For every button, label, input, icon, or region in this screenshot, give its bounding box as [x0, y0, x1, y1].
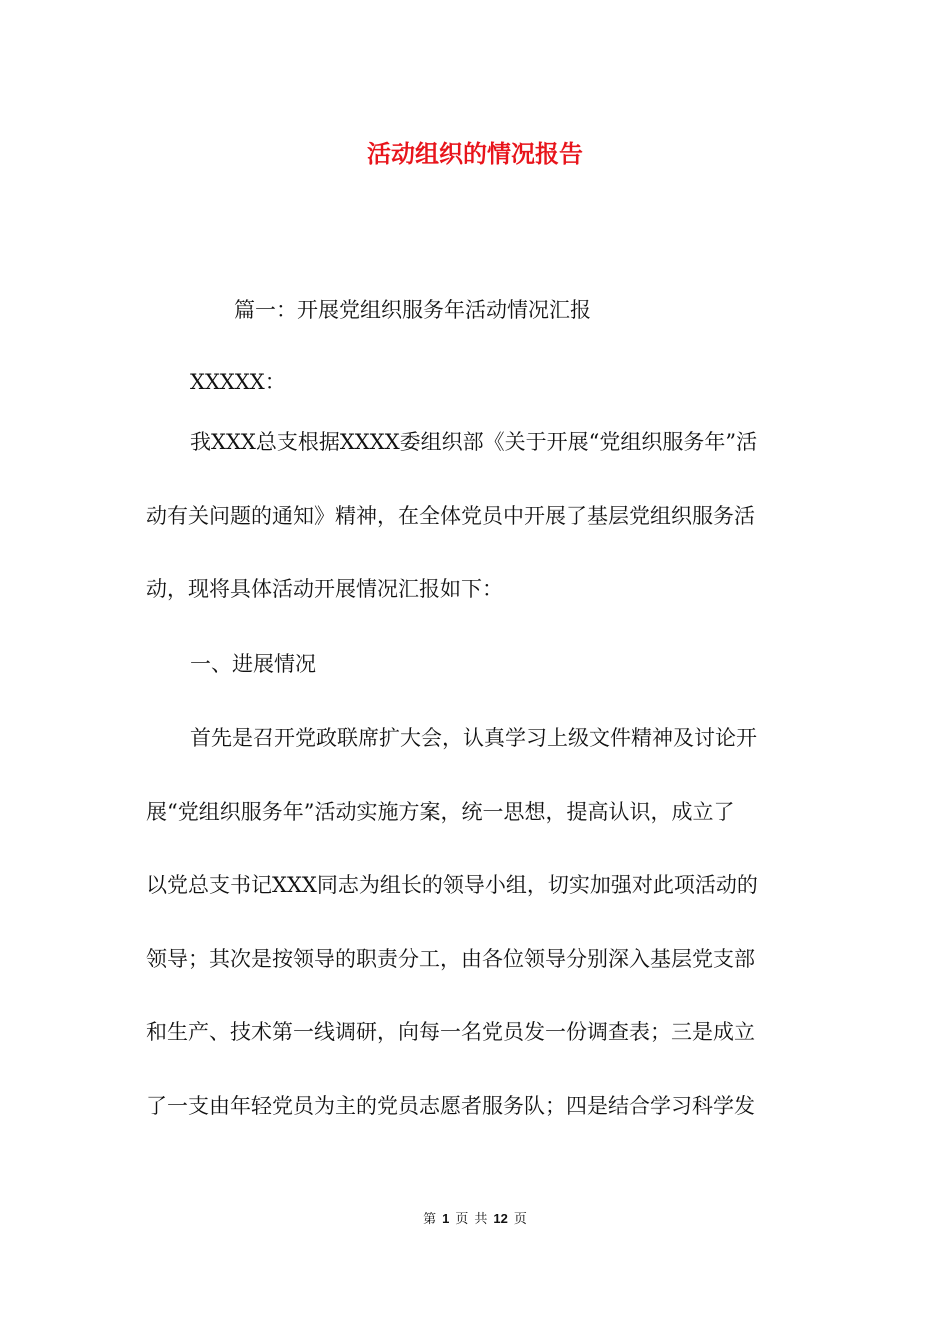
footer-prefix: 第 [423, 1212, 437, 1227]
footer-page-word: 页 [455, 1212, 469, 1227]
intro-line: 动，现将具体活动开展情况汇报如下： [146, 577, 503, 601]
subheading-text: 一、进展情况 [190, 652, 316, 676]
body-line: 领导；其次是按领导的职责分工，由各位领导分别深入基层党支部 [146, 946, 755, 971]
subheading [146, 628, 806, 702]
footer-current-page: 1 [442, 1211, 450, 1226]
section-heading [146, 274, 806, 348]
page-footer [0, 1209, 950, 1230]
footer-suffix: 页 [513, 1212, 527, 1227]
salutation-text: XXXXX： [190, 370, 286, 394]
body-line: 和生产、技术第一线调研，向每一名党员发一份调查表；三是成立 [146, 1020, 755, 1044]
intro-line: 我XXX总支根据XXXX委组织部《关于开展“党组织服务年”活 [190, 430, 758, 454]
body-line: 以党总支书记XXX同志为组长的领导小组，切实加强对此项活动的 [146, 873, 758, 897]
section-heading-text: 篇一：开展党组织服务年活动情况汇报 [234, 298, 591, 322]
body-line: 首先是召开党政联席扩大会，认真学习上级文件精神及讨论开 [190, 726, 757, 750]
footer-total-prefix: 共 [474, 1212, 488, 1227]
body-paragraph [146, 702, 806, 1143]
body-line: 展“党组织服务年”活动实施方案，统一思想，提高认识，成立了 [146, 799, 735, 824]
footer-total-pages: 12 [493, 1211, 508, 1226]
document-title: 活动组织的情况报告 [367, 139, 583, 168]
body-line: 了一支由年轻党员为主的党员志愿者服务队；四是结合学习科学发 [146, 1093, 755, 1118]
intro-paragraph [146, 406, 806, 627]
intro-line: 动有关问题的通知》精神，在全体党员中开展了基层党组织服务活 [146, 503, 755, 528]
